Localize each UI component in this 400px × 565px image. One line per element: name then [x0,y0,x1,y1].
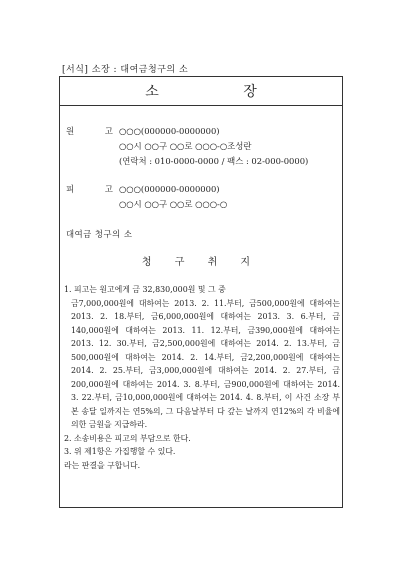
claim-item-1-first: 1. 피고는 원고에게 금 32,830,000원 및 그 중 [64,285,226,294]
plaintiff-address: ○○시 ○○구 ○○로 ○○○-○조성란 [119,141,252,151]
claims-heading: 청 구 취 지 [141,257,261,268]
claim-item-3: 3. 위 제1항은 가집행할 수 있다. [64,447,176,456]
defendant-address: ○○시 ○○구 ○○로 ○○○-○ [119,199,228,209]
plaintiff-contact: (연락처 : 010-0000-0000 / 팩스 : 02-000-0000) [119,156,309,166]
complaint-document [59,76,343,508]
plaintiff-name: ○○○(000000-0000000) [119,126,220,136]
defendant-role-label: 피 고 [66,184,127,194]
defendant-name: ○○○(000000-0000000) [119,184,220,194]
claims-closing: 라는 판결을 구합니다. [64,460,141,470]
claim-item-1-body: 금7,000,000원에 대하여는 2013. 2. 11.부터, 금500,000원에 대하여는 2013. 2. 18.부터, 금6,000,000원에 대하여는 2013. 3. 6.부터, 금140,000원에 대하여는 2013. 11. 12.부터, 금390,000원에 대하여는 2013. 12. 30.부터, 금2,500,000원에 대하여는 2014. 2. 13.부터, 금500,000원에 대하여는 2014. 2. 14.부터, 금2,200,000원에 대하여는 2014. 2. 25.부터, 금3,000,000원에 대하여는 2014. 2. 27.부터, 금200,000원에 대하여는 2014. 3. 8.부터, 금900,000원에 대하여는 2014. 3. 22.부터, 금10,000,000원에 대하여는 2014. 4. 8.부터, 이 사건 소장 부본 송달 일까지는 연5%의, 그 다음날부터 다 갚는 날까지 연12%의 각 비율에 의한 금원을 지급하라. [71,298,340,429]
claim-item-2: 2. 소송비용은 피고의 부담으로 한다. [64,433,191,443]
plaintiff-role-label: 원 고 [66,126,127,136]
case-title: 대여금 청구의 소 [66,229,133,239]
claims-body [64,283,340,472]
form-caption: [서식] 소장 : 대여금청구의 소 [62,65,189,75]
document-title: 소 장 [60,77,342,106]
